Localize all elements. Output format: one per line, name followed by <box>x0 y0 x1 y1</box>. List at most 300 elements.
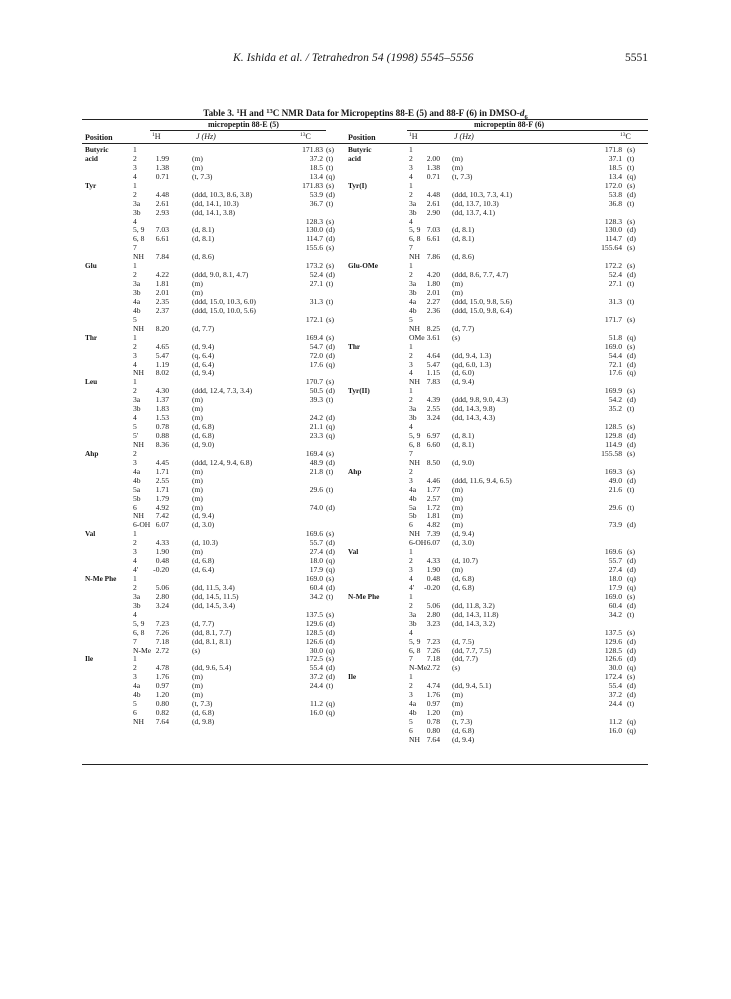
j-coupling-cell: (dd, 11.8, 3.2) <box>452 600 495 610</box>
position-cell: 4a <box>409 484 417 494</box>
table-row <box>82 413 337 422</box>
col-position-left: Position <box>85 133 113 142</box>
h-shift-cell: 3.61 <box>426 332 440 342</box>
table-row <box>82 288 337 297</box>
table-row <box>345 297 648 306</box>
c-shift-cell: 55.4 <box>309 663 323 673</box>
position-cell: NH <box>409 323 420 333</box>
h-shift-cell: 2.36 <box>426 305 440 315</box>
position-cell: 3 <box>409 359 413 369</box>
j-coupling-cell: (qd, 6.0, 1.3) <box>452 359 492 369</box>
residue-cell: Butyric <box>85 145 109 154</box>
j-coupling-cell: (d, 8.6) <box>452 252 475 262</box>
h-shift-cell: 7.86 <box>426 252 440 262</box>
table-row <box>345 637 648 646</box>
j-coupling-cell: (dd, 14.3, 4.3) <box>452 413 496 423</box>
table-row <box>82 520 337 529</box>
h-shift-cell: 7.18 <box>155 636 169 646</box>
col-13c-label: C <box>625 132 631 141</box>
j-coupling-cell: (m) <box>192 672 203 682</box>
h-shift-cell: 1.20 <box>426 708 440 718</box>
multiplicity-cell: (d) <box>627 431 636 440</box>
table-row <box>82 431 337 440</box>
multiplicity-cell: (d) <box>326 350 335 360</box>
c-shift-cell: 172.4 <box>604 672 622 682</box>
c-shift-cell: 73.9 <box>608 520 622 530</box>
position-cell: 3a <box>133 591 141 601</box>
position-cell: 2 <box>409 270 413 280</box>
table-row <box>345 663 648 672</box>
c-shift-cell: 171.83 <box>302 145 323 154</box>
table-row <box>345 708 648 717</box>
c-shift-cell: 114.9 <box>605 439 622 449</box>
c-shift-cell: 17.6 <box>309 359 323 369</box>
c-shift-cell: 126.6 <box>305 636 323 646</box>
h-shift-cell: 1.76 <box>155 672 169 682</box>
position-cell: 7 <box>409 448 413 458</box>
table-row <box>82 261 337 270</box>
table-row <box>345 467 648 476</box>
h-shift-cell: 2.80 <box>426 609 440 619</box>
position-cell: 3b <box>133 288 141 297</box>
table-row <box>345 315 648 324</box>
j-coupling-cell: (d, 7.5) <box>452 636 475 646</box>
position-cell: 6 <box>409 725 413 735</box>
position-cell: 4' <box>133 565 139 575</box>
j-coupling-cell: (d, 7.7) <box>192 323 215 333</box>
table-row <box>345 422 648 431</box>
position-cell: 2 <box>133 153 137 163</box>
position-cell: 1 <box>409 180 413 190</box>
multiplicity-cell: (d) <box>326 270 335 280</box>
table-row <box>345 717 648 726</box>
j-coupling-cell: (d, 6.8) <box>452 582 475 592</box>
position-cell: 2 <box>133 341 137 351</box>
h-shift-cell: 2.01 <box>155 288 169 297</box>
c-shift-cell: 55.7 <box>608 556 622 566</box>
table-row <box>82 360 337 369</box>
multiplicity-cell: (q) <box>627 368 636 378</box>
position-cell: 1 <box>133 261 137 271</box>
h-shift-cell: 8.20 <box>155 323 169 333</box>
multiplicity-cell: (s) <box>627 341 636 351</box>
table-row <box>345 368 648 377</box>
h-shift-cell: 6.61 <box>155 234 169 244</box>
c-shift-cell: 172.0 <box>604 180 622 190</box>
h-shift-cell: 7.26 <box>155 627 169 637</box>
table-row <box>345 386 648 395</box>
h-shift-cell: 7.64 <box>155 717 169 726</box>
table-row <box>82 199 337 208</box>
h-shift-cell: 6.07 <box>155 520 169 530</box>
table-row <box>345 342 648 351</box>
c-shift-cell: 130.0 <box>305 225 323 235</box>
h-shift-cell: 3.24 <box>426 413 440 423</box>
multiplicity-cell: (s) <box>627 180 636 190</box>
position-cell: 5b <box>133 493 141 503</box>
j-coupling-cell: (dd, 8.1, 7.7) <box>192 627 232 637</box>
h-shift-cell: 2.80 <box>155 591 169 601</box>
table-row <box>82 324 337 333</box>
j-coupling-cell: (ddd, 12.4, 9.4, 6.8) <box>192 457 253 467</box>
col-j-left: J (Hz) <box>196 132 216 141</box>
position-cell: NH <box>133 717 144 726</box>
j-coupling-cell: (d, 8.1) <box>452 431 475 440</box>
multiplicity-cell: (d) <box>326 502 335 512</box>
position-cell: 7 <box>409 243 413 253</box>
residue-cell: Ahp <box>348 466 362 476</box>
position-cell: 1 <box>409 591 413 601</box>
table-row <box>345 252 648 261</box>
multiplicity-cell: (d) <box>627 556 636 566</box>
h-shift-cell: 7.39 <box>426 529 440 539</box>
table-row <box>345 413 648 422</box>
table-row <box>82 243 337 252</box>
position-cell: 4 <box>409 627 413 637</box>
j-coupling-cell: (m) <box>192 466 203 476</box>
residue-cell: Val <box>348 547 359 557</box>
multiplicity-cell: (s) <box>326 654 335 664</box>
j-coupling-cell: (m) <box>192 681 203 691</box>
position-cell: 1 <box>409 341 413 351</box>
multiplicity-cell: (t) <box>627 484 635 494</box>
position-cell: 3 <box>409 475 413 485</box>
h-shift-cell: 4.74 <box>426 681 440 691</box>
multiplicity-cell: (t) <box>627 198 635 208</box>
table-row <box>345 520 648 529</box>
table-row <box>345 592 648 601</box>
table-row <box>345 690 648 699</box>
position-cell: 5, 9 <box>409 636 421 646</box>
table-row <box>345 583 648 592</box>
c-shift-cell: 171.7 <box>604 314 622 324</box>
j-coupling-cell: (ddd, 15.0, 10.0, 5.6) <box>192 305 256 315</box>
j-coupling-cell: (m) <box>192 484 203 494</box>
multiplicity-cell: (q) <box>627 574 636 583</box>
table-row <box>345 181 648 190</box>
table-row <box>345 449 648 458</box>
c-shift-cell: 172.1 <box>305 314 323 324</box>
table-row <box>345 494 648 503</box>
table-row <box>345 333 648 342</box>
j-coupling-cell: (d, 8.1) <box>452 234 475 244</box>
caption-13c-mass: 13 <box>266 108 273 115</box>
j-coupling-cell: (ddd, 12.4, 7.3, 3.4) <box>192 386 253 396</box>
multiplicity-cell: (s) <box>326 261 335 271</box>
c-shift-cell: 39.3 <box>309 395 323 405</box>
table-row <box>82 538 337 547</box>
c-shift-cell: 17.6 <box>608 368 622 378</box>
multiplicity-cell: (d) <box>627 475 636 485</box>
multiplicity-cell: (q) <box>627 582 636 592</box>
c-shift-cell: 128.5 <box>305 627 323 637</box>
c-shift-cell: 13.4 <box>608 171 622 181</box>
c-shift-cell: 155.58 <box>601 448 622 458</box>
h-shift-cell: 2.61 <box>155 198 169 208</box>
j-coupling-cell: (ddd, 9.0, 8.1, 4.7) <box>192 270 249 280</box>
j-coupling-cell: (d, 6.8) <box>452 574 475 583</box>
table-row <box>82 342 337 351</box>
table-row <box>345 351 648 360</box>
position-cell: 3b <box>409 413 417 423</box>
multiplicity-cell: (t) <box>627 162 635 172</box>
j-coupling-cell: (m) <box>452 288 463 297</box>
h-shift-cell: 4.39 <box>426 395 440 405</box>
h-shift-cell: 1.90 <box>426 565 440 575</box>
c-shift-cell: 72.0 <box>309 350 323 360</box>
j-coupling-cell: (m) <box>192 279 203 289</box>
table-row <box>345 556 648 565</box>
h-shift-cell: 2.72 <box>155 645 169 655</box>
position-cell: NH <box>409 457 420 467</box>
h-shift-cell: 2.90 <box>426 207 440 217</box>
j-coupling-cell: (dd, 14.1, 10.3) <box>192 198 239 208</box>
j-coupling-cell: (d, 9.4) <box>452 529 475 539</box>
table-row <box>82 511 337 520</box>
multiplicity-cell: (d) <box>627 690 636 700</box>
multiplicity-cell: (s) <box>627 386 636 396</box>
table-row <box>345 270 648 279</box>
position-cell: 5, 9 <box>133 225 145 235</box>
col-13c-mass: 13 <box>300 132 306 138</box>
multiplicity-cell: (d) <box>627 350 636 360</box>
h-shift-cell: 2.01 <box>426 288 440 297</box>
h-shift-cell: 8.25 <box>426 323 440 333</box>
position-cell: 3a <box>409 198 417 208</box>
multiplicity-cell: (q) <box>326 359 335 369</box>
c-shift-cell: 137.5 <box>305 609 323 619</box>
multiplicity-cell: (q) <box>627 663 636 673</box>
table-row <box>345 529 648 538</box>
caption-solvent-d: d <box>519 108 525 118</box>
residue-cell: Glu <box>85 261 97 271</box>
h-shift-cell: 4.64 <box>426 350 440 360</box>
h-shift-cell: 4.33 <box>426 556 440 566</box>
position-cell: 1 <box>133 529 137 539</box>
c-shift-cell: 169.0 <box>305 574 323 583</box>
j-coupling-cell: (d, 8.1) <box>452 225 475 235</box>
table-row <box>82 494 337 503</box>
multiplicity-cell: (s) <box>326 243 335 253</box>
multiplicity-cell: (s) <box>627 422 636 432</box>
position-cell: 2 <box>133 270 137 280</box>
j-coupling-cell: (dd, 8.1, 8.1) <box>192 636 232 646</box>
position-cell: 1 <box>133 332 137 342</box>
table-row <box>345 199 648 208</box>
table-row <box>345 163 648 172</box>
j-coupling-cell: (m) <box>452 279 463 289</box>
multiplicity-cell: (q) <box>326 708 335 718</box>
position-cell: 6, 8 <box>133 234 145 244</box>
c-shift-cell: 27.4 <box>309 547 323 557</box>
c-shift-cell: 29.6 <box>309 484 323 494</box>
table-row <box>82 395 337 404</box>
position-cell: 3a <box>409 609 417 619</box>
position-cell: 4 <box>133 216 137 226</box>
position-cell: N-Me <box>409 663 428 673</box>
table-row <box>345 243 648 252</box>
position-cell: 4b <box>409 493 417 503</box>
multiplicity-cell: (d) <box>326 618 335 628</box>
position-cell: 7 <box>133 636 137 646</box>
table-row <box>345 440 648 449</box>
position-cell: 4 <box>133 171 137 181</box>
multiplicity-cell: (d) <box>326 538 335 548</box>
table-row <box>82 377 337 386</box>
residue-cell: Ile <box>348 672 357 682</box>
j-coupling-cell: (d, 8.1) <box>192 234 215 244</box>
group-rule-left <box>150 130 326 131</box>
j-coupling-cell: (dd, 13.7, 4.1) <box>452 207 496 217</box>
j-coupling-cell: (m) <box>192 413 203 423</box>
j-coupling-cell: (dd, 11.5, 3.4) <box>192 582 235 592</box>
j-coupling-cell: (m) <box>452 565 463 575</box>
multiplicity-cell: (s) <box>627 145 636 154</box>
position-cell: 2 <box>409 466 413 476</box>
j-coupling-cell: (m) <box>452 511 463 521</box>
table-row <box>345 511 648 520</box>
multiplicity-cell: (d) <box>627 439 636 449</box>
j-coupling-cell: (d, 9.4) <box>452 377 475 387</box>
col-1h-label: H <box>154 132 161 141</box>
h-shift-cell: 4.78 <box>155 663 169 673</box>
h-shift-cell: 6.07 <box>426 538 440 548</box>
col-13c-mass: 13 <box>620 132 626 138</box>
table-row <box>345 306 648 315</box>
j-coupling-cell: (dd, 7.7) <box>452 654 478 664</box>
table-row <box>82 368 337 377</box>
table-row <box>82 628 337 637</box>
h-shift-cell: 2.57 <box>426 493 440 503</box>
position-cell: 4' <box>409 582 415 592</box>
multiplicity-cell: (s) <box>326 314 335 324</box>
j-coupling-cell: (d, 6.8) <box>192 422 215 432</box>
multiplicity-cell: (t) <box>627 699 635 709</box>
table-row <box>82 699 337 708</box>
position-cell: 2 <box>409 681 413 691</box>
position-cell: N-Me <box>133 645 152 655</box>
h-shift-cell: -0.20 <box>424 582 440 592</box>
c-shift-cell: 74.0 <box>309 502 323 512</box>
h-shift-cell: 1.72 <box>426 502 440 512</box>
col-13c-label: C <box>305 132 311 141</box>
j-coupling-cell: (ddd, 15.0, 9.8, 5.6) <box>452 296 513 306</box>
residue-cell: Thr <box>85 332 98 342</box>
multiplicity-cell: (s) <box>326 574 335 583</box>
h-shift-cell: 2.93 <box>155 207 169 217</box>
header-bottom-rule <box>82 143 648 144</box>
caption-compound-5: 5 <box>419 108 424 118</box>
h-shift-cell: 1.71 <box>155 484 169 494</box>
multiplicity-cell: (t) <box>326 296 334 306</box>
multiplicity-cell: (d) <box>326 663 335 673</box>
table-row <box>345 646 648 655</box>
j-coupling-cell: (d, 9.4) <box>192 511 215 521</box>
c-shift-cell: 18.5 <box>309 162 323 172</box>
residue-cell: Val <box>85 529 96 539</box>
caption-label: Table 3. <box>203 108 237 118</box>
c-shift-cell: 31.3 <box>309 296 323 306</box>
table-row <box>82 208 337 217</box>
residue-cell: N-Me Phe <box>348 591 380 601</box>
position-cell: 1 <box>409 672 413 682</box>
col-position-right: Position <box>348 133 376 142</box>
multiplicity-cell: (s) <box>326 216 335 226</box>
position-cell: NH <box>133 439 144 449</box>
table-row <box>82 619 337 628</box>
caption-compound-6: 6 <box>469 108 474 118</box>
h-shift-cell: 1.99 <box>155 153 169 163</box>
table-row <box>345 601 648 610</box>
multiplicity-cell: (t) <box>326 162 334 172</box>
group-header-6: micropeptin 88-F (6) <box>474 120 545 129</box>
j-coupling-cell: (ddd, 8.6, 7.7, 4.7) <box>452 270 509 280</box>
h-shift-cell: 4.45 <box>155 457 169 467</box>
h-shift-cell: 0.48 <box>155 556 169 566</box>
h-shift-cell: 0.82 <box>155 708 169 718</box>
multiplicity-cell: (d) <box>326 341 335 351</box>
position-cell: 3b <box>409 618 417 628</box>
position-cell: 7 <box>133 243 137 253</box>
j-coupling-cell: (ddd, 15.0, 10.3, 6.0) <box>192 296 256 306</box>
position-cell: 4a <box>133 296 141 306</box>
position-cell: 3b <box>133 404 141 414</box>
position-cell: 3b <box>133 207 141 217</box>
multiplicity-cell: (d) <box>326 457 335 467</box>
c-shift-cell: 17.9 <box>608 582 622 592</box>
position-cell: 4 <box>409 368 413 378</box>
c-shift-cell: 52.4 <box>608 270 622 280</box>
h-shift-cell: 2.61 <box>426 198 440 208</box>
multiplicity-cell: (q) <box>627 171 636 181</box>
multiplicity-cell: (s) <box>326 332 335 342</box>
j-coupling-cell: (m) <box>452 520 463 530</box>
c-shift-cell: 114.7 <box>605 234 622 244</box>
h-shift-cell: 1.79 <box>155 493 169 503</box>
multiplicity-cell: (d) <box>627 189 636 199</box>
j-coupling-cell: (m) <box>452 484 463 494</box>
position-cell: 4 <box>409 216 413 226</box>
h-shift-cell: 0.71 <box>155 171 169 181</box>
group-rule-right <box>407 130 648 131</box>
position-cell: 5 <box>133 699 137 709</box>
position-cell: 2 <box>409 395 413 405</box>
table-row <box>82 708 337 717</box>
position-cell: 5, 9 <box>409 431 421 440</box>
j-coupling-cell: (d, 3.0) <box>452 538 475 548</box>
position-cell: 4 <box>133 413 137 423</box>
position-cell: 5 <box>409 314 413 324</box>
position-cell: 5 <box>133 422 137 432</box>
c-shift-cell: 18.0 <box>309 556 323 566</box>
position-cell: 4a <box>133 466 141 476</box>
c-shift-cell: 50.5 <box>309 386 323 396</box>
position-cell: 4 <box>133 359 137 369</box>
j-coupling-cell: (q, 6.4) <box>192 350 215 360</box>
table-row <box>82 574 337 583</box>
position-cell: 3 <box>409 162 413 172</box>
residue-cell: Leu <box>85 377 98 387</box>
table-row <box>345 476 648 485</box>
j-coupling-cell: (m) <box>452 502 463 512</box>
j-coupling-cell: (m) <box>192 162 203 172</box>
c-shift-cell: 114.7 <box>306 234 323 244</box>
j-coupling-cell: (dd, 9.4, 1.3) <box>452 350 492 360</box>
h-shift-cell: 4.33 <box>155 538 169 548</box>
multiplicity-cell: (s) <box>627 627 636 637</box>
table-row <box>82 217 337 226</box>
multiplicity-cell: (s) <box>627 591 636 601</box>
